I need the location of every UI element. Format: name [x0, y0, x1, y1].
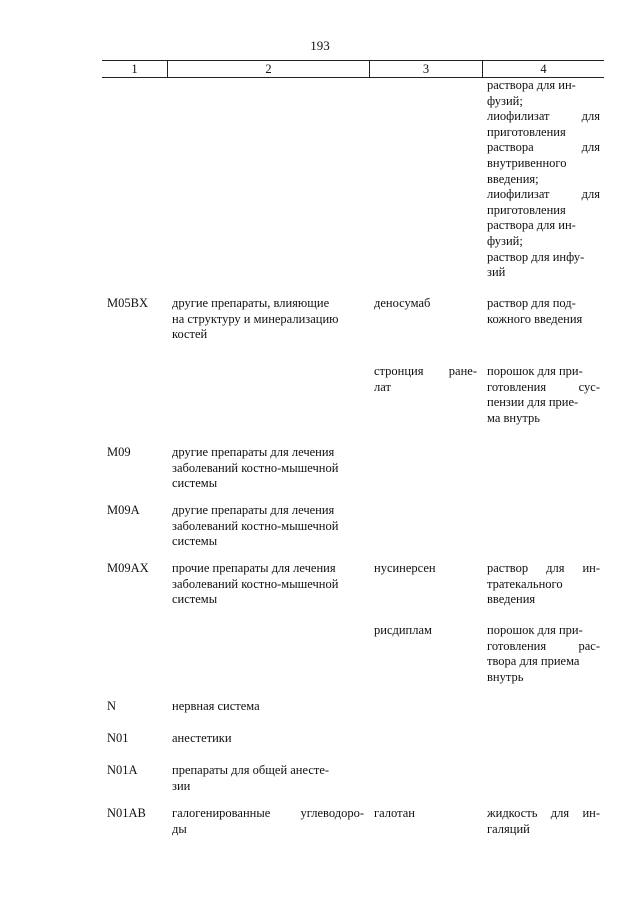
- dosage-form-cell: [482, 78, 604, 281]
- form-line: фузий;: [487, 233, 523, 248]
- table-row: [102, 364, 604, 426]
- word: углеводоро-: [300, 806, 364, 820]
- atc-code-cell: [102, 364, 167, 426]
- dosage-form-cell: [482, 763, 604, 794]
- form-line: пензии для прие-: [487, 395, 579, 410]
- drug-name: галотан: [374, 806, 415, 820]
- drug-cell: [369, 763, 482, 794]
- form-line: [487, 806, 600, 822]
- drug-name: рисдиплам: [374, 623, 432, 637]
- group-cell: [167, 78, 369, 281]
- form-line: введения: [487, 592, 536, 607]
- word: ин-: [582, 806, 600, 820]
- drug-cell: [369, 78, 482, 281]
- drug-cell: [369, 623, 482, 685]
- form-line: введения;: [487, 171, 539, 186]
- group-line: нервная система: [172, 699, 260, 713]
- atc-code: M09A: [107, 503, 140, 517]
- form-line: порошок для при-: [487, 364, 583, 378]
- group-cell: [167, 806, 369, 837]
- group-line: другие препараты для лечения: [172, 503, 335, 517]
- form-line: раствор для инфу-: [487, 249, 585, 264]
- atc-code: N: [107, 699, 117, 713]
- atc-code-cell: [102, 623, 167, 685]
- word: сус-: [578, 379, 600, 394]
- table-row: [102, 561, 604, 608]
- form-line: раствор для под-: [487, 296, 576, 310]
- word: для: [550, 806, 570, 820]
- word: галогенированные: [172, 806, 271, 820]
- form-line: [487, 109, 600, 125]
- form-line: приготовления: [487, 124, 566, 139]
- dosage-form-cell: [482, 731, 604, 747]
- atc-code-cell: [102, 731, 167, 747]
- group-line: костей: [172, 327, 208, 342]
- group-cell: [167, 731, 369, 747]
- form-line: ма внутрь: [487, 410, 540, 425]
- word: готовления: [487, 638, 547, 653]
- drug-cell: [369, 364, 482, 426]
- drug-cell: [369, 699, 482, 715]
- dosage-form-cell: [482, 364, 604, 426]
- word: жидкость: [487, 806, 538, 820]
- word: для: [581, 187, 600, 202]
- group-cell: [167, 623, 369, 685]
- table-row: [102, 503, 604, 550]
- atc-code: M05BX: [107, 296, 148, 310]
- group-cell: [167, 364, 369, 426]
- table-row: [102, 445, 604, 492]
- word: раствор: [487, 561, 529, 575]
- form-line: [487, 380, 600, 396]
- dosage-form-cell: [482, 699, 604, 715]
- drug-cell: [369, 731, 482, 747]
- word: раствора: [487, 140, 534, 155]
- form-line: [487, 639, 600, 655]
- form-line: приготовления: [487, 202, 566, 217]
- word: готовления: [487, 379, 547, 394]
- word: ин-: [582, 561, 600, 575]
- table-row: [102, 731, 604, 747]
- atc-code: N01A: [107, 763, 138, 777]
- group-line: заболеваний костно-мышечной: [172, 460, 339, 475]
- header-col-1: 1: [131, 62, 138, 76]
- atc-code-cell: [102, 445, 167, 492]
- atc-code-cell: [102, 503, 167, 550]
- group-cell: [167, 763, 369, 794]
- form-line: галяций: [487, 821, 530, 836]
- group-line: зии: [172, 778, 191, 793]
- dosage-form-cell: [482, 561, 604, 608]
- drug-name: нусинерсен: [374, 561, 436, 575]
- word: для: [546, 561, 565, 575]
- form-line: внутрь: [487, 669, 524, 684]
- table-row: [102, 623, 604, 685]
- dosage-form-cell: [482, 623, 604, 685]
- header-col-4: 4: [482, 61, 604, 77]
- form-line: раствора для ин-: [487, 218, 576, 233]
- form-line: зий: [487, 265, 506, 280]
- form-line: [487, 561, 600, 577]
- atc-code: M09: [107, 445, 131, 459]
- word: ране-: [448, 364, 477, 378]
- group-cell: [167, 503, 369, 550]
- group-line: системы: [172, 534, 218, 549]
- dosage-form-cell: [482, 806, 604, 837]
- group-line: заболеваний костно-мышечной: [172, 518, 339, 533]
- page-number: 193: [310, 38, 330, 53]
- header-col-3: 3: [369, 61, 482, 77]
- form-line: фузий;: [487, 93, 523, 108]
- table-row: [102, 296, 604, 343]
- dosage-form-cell: [482, 296, 604, 343]
- group-line: системы: [172, 476, 218, 491]
- form-line: твора для приема: [487, 654, 580, 669]
- group-cell: [167, 699, 369, 715]
- group-line: препараты для общей анесте-: [172, 763, 330, 777]
- drug-name: [374, 364, 477, 380]
- drug-name: деносумаб: [374, 296, 431, 310]
- word: лиофилизат: [487, 109, 550, 124]
- group-line: [172, 806, 364, 822]
- dosage-form-cell: [482, 445, 604, 492]
- form-line: [487, 187, 600, 203]
- atc-code: N01: [107, 731, 129, 745]
- atc-code-cell: [102, 699, 167, 715]
- group-cell: [167, 296, 369, 343]
- drug-cell: [369, 806, 482, 837]
- word: для: [581, 140, 600, 155]
- atc-code-cell: [102, 806, 167, 837]
- form-line: кожного введения: [487, 311, 583, 326]
- form-line: раствора для ин-: [487, 78, 576, 92]
- table-header: [102, 60, 604, 78]
- form-line: порошок для при-: [487, 623, 583, 637]
- drug-cell: [369, 561, 482, 608]
- word: рас-: [578, 638, 600, 653]
- atc-code-cell: [102, 763, 167, 794]
- group-line: анестетики: [172, 731, 232, 745]
- form-line: [487, 140, 600, 156]
- group-line: заболеваний костно-мышечной: [172, 576, 339, 591]
- group-line: ды: [172, 821, 187, 836]
- drug-name: лат: [374, 379, 391, 394]
- atc-code-cell: [102, 296, 167, 343]
- header-col-2: 2: [167, 61, 369, 77]
- word: лиофилизат: [487, 187, 550, 202]
- table-row: [102, 763, 604, 794]
- atc-code: N01AB: [107, 806, 146, 820]
- atc-code-cell: [102, 561, 167, 608]
- code-cell: [102, 78, 167, 281]
- table-row: [102, 806, 604, 837]
- group-line: системы: [172, 592, 218, 607]
- table-row-continuation: [102, 78, 604, 281]
- group-line: другие препараты, влияющие: [172, 296, 330, 310]
- group-line: на структуру и минерализацию: [172, 311, 339, 326]
- group-line: другие препараты для лечения: [172, 445, 335, 459]
- dosage-form-cell: [482, 503, 604, 550]
- drug-cell: [369, 296, 482, 343]
- drug-cell: [369, 445, 482, 492]
- form-line: тратекального: [487, 576, 563, 591]
- form-line: внутривенного: [487, 155, 567, 170]
- atc-code: M09AX: [107, 561, 149, 575]
- word: для: [581, 109, 600, 124]
- group-line: прочие препараты для лечения: [172, 561, 336, 575]
- table-row: [102, 699, 604, 715]
- drug-cell: [369, 503, 482, 550]
- group-cell: [167, 561, 369, 608]
- word: стронция: [374, 364, 424, 378]
- group-cell: [167, 445, 369, 492]
